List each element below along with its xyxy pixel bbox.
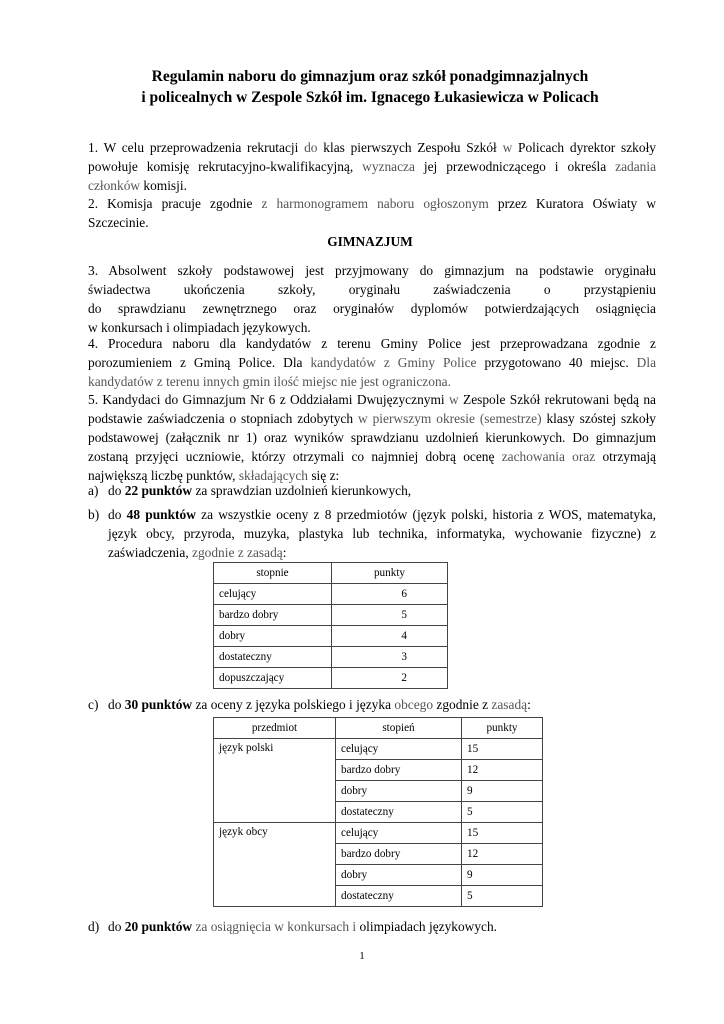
- item-b-text: za wszystkie oceny z 8 przedmiotów (język polski, historia z WOS, matematyka, język obcy, przyroda, muzyka, plastyka lub technika, informatyka, wychowanie fizyczne) z zaświadczenia,: [108, 507, 656, 560]
- list-item-b-text: [108, 505, 656, 562]
- table-cell: 5: [462, 802, 543, 823]
- p1-text-grey: do: [304, 140, 318, 155]
- table-cell: dobry: [336, 865, 462, 886]
- table-row: [214, 605, 448, 626]
- table-cell: dostateczny: [336, 802, 462, 823]
- item-d-text-grey: za osiągnięcia w konkursach i: [192, 919, 360, 934]
- item-d-text: olimpiadach językowych.: [359, 919, 498, 934]
- p1-text: jej przewodniczącego i określa: [414, 159, 616, 174]
- table-row: [214, 584, 448, 605]
- table-cell: 9: [462, 781, 543, 802]
- p1-text: Policach dyrektor szkoły powołuje komisję rekrutacyjno-kwalifikacyjną,: [88, 140, 656, 174]
- table-row: [214, 647, 448, 668]
- table-cell: 4: [332, 626, 448, 647]
- item-c-text: zgodnie z: [433, 697, 492, 712]
- p1-text-grey: w: [502, 140, 513, 155]
- paragraph-5: [88, 390, 656, 485]
- p3-line: 3. Absolwent szkoły podstawowej jest przyjmowany do gimnazjum na podstawie oryginału: [88, 263, 656, 278]
- item-c-text: do: [108, 697, 125, 712]
- list-item-c-text: [108, 695, 656, 714]
- table-cell: celujący: [336, 739, 462, 760]
- table-cell: 12: [462, 760, 543, 781]
- p5-text-grey: w: [358, 411, 368, 426]
- language-points-table: [213, 717, 543, 907]
- table-cell: dobry: [214, 626, 332, 647]
- table-cell: 12: [462, 844, 543, 865]
- list-marker: c): [88, 697, 99, 712]
- page-number: 1: [359, 950, 365, 962]
- item-a-text: do: [108, 483, 125, 498]
- item-b-text-grey: zgodnie z zasadą: [192, 545, 283, 560]
- table-header-cell: stopnie: [214, 563, 332, 584]
- paragraph-2: [88, 194, 656, 232]
- table-row: [214, 739, 543, 760]
- p3-line: świadectwa ukończenia szkoły, oryginału zaświadczenia o przystąpieniu: [88, 282, 656, 297]
- p5-text: się z:: [308, 468, 340, 483]
- item-b-text: do: [108, 507, 127, 522]
- table-cell: celujący: [214, 584, 332, 605]
- list-item-c: [88, 695, 656, 714]
- table-cell: dopuszczający: [214, 668, 332, 689]
- p1-text-grey: zadania członków: [88, 159, 657, 193]
- p4-text: przygotowano 40 miejsc.: [476, 355, 637, 370]
- table-header-cell: punkty: [332, 563, 448, 584]
- item-a-text: za sprawdzian uzdolnień kierunkowych,: [192, 483, 412, 498]
- paragraph-1: [88, 138, 656, 195]
- section-heading-gimnazjum: GIMNAZJUM: [327, 234, 413, 249]
- table-header-cell: punkty: [462, 718, 543, 739]
- p5-text-grey: pierwszym okresie (semestrze): [367, 411, 542, 426]
- paragraph-4: [88, 334, 656, 391]
- p4-text: 4. Procedura naboru dla kandydatów z terenu Gminy Police jest przeprowadzana zgodnie z porozumieniem z Gminą Police. Dla: [88, 336, 656, 370]
- p5-text: klasy szóstej szkoły podstawowej (załącznik nr 1) oraz wyników sprawdzianu uzdolnień kierunkowych. Do gimnazjum zostaną przyjęci uczniowie, którzy otrzymali co najmniej dobrą ocenę: [88, 411, 656, 464]
- p1-text: komisji.: [140, 178, 187, 193]
- p5-text-grey: składających: [238, 468, 308, 483]
- p5-text: 5. Kandydaci do Gimnazjum Nr 6 z Oddziałami Dwujęzycznymi: [88, 392, 449, 407]
- table-cell: dostateczny: [336, 886, 462, 907]
- table-cell: 5: [332, 605, 448, 626]
- list-marker: b): [88, 507, 100, 522]
- p5-text: Zespole Szkół rekrutowani będą na podstawie zaświadczenia o stopniach zdobytych: [88, 392, 656, 426]
- table-cell: 9: [462, 865, 543, 886]
- p4-text-grey: Dla kandydatów z terenu innych gmin ilość miejsc nie jest ograniczona.: [88, 355, 657, 389]
- list-marker: a): [88, 483, 99, 498]
- item-d-text: do: [108, 919, 125, 934]
- table-cell: dostateczny: [214, 647, 332, 668]
- subject-cell: język obcy: [214, 823, 336, 907]
- p1-text: 1. W celu przeprowadzenia rekrutacji: [88, 140, 305, 155]
- p2-text: przez Kuratora Oświaty w Szczecinie.: [88, 196, 656, 230]
- table-cell: celujący: [336, 823, 462, 844]
- p1-text: klas pierwszych Zespołu Szkół: [317, 140, 503, 155]
- table-cell: bardzo dobry: [336, 760, 462, 781]
- p5-text-grey: w: [448, 392, 459, 407]
- table-cell: 3: [332, 647, 448, 668]
- table-row: [214, 626, 448, 647]
- table-cell: dobry: [336, 781, 462, 802]
- table-header-row: [214, 718, 543, 739]
- list-item-a: [88, 481, 656, 500]
- p3-line: do sprawdzianu zewnętrznego oraz oryginałów dyplomów potwierdzających osiągnięcia: [88, 301, 656, 316]
- item-c-text: za oceny z języka polskiego i języka: [192, 697, 395, 712]
- item-c-text-grey: obcego: [394, 697, 434, 712]
- list-marker: d): [88, 919, 100, 934]
- subject-cell: język polski: [214, 739, 336, 823]
- paragraph-3: [88, 261, 656, 337]
- table-cell: 6: [332, 584, 448, 605]
- p2-text: 2. Komisja pracuje zgodnie: [88, 196, 262, 211]
- table-header-cell: przedmiot: [214, 718, 336, 739]
- item-d-points: 20 punktów: [124, 919, 193, 934]
- document-title: [60, 66, 680, 108]
- list-item-d: [88, 917, 656, 936]
- table-row: [214, 668, 448, 689]
- table-header-cell: stopień: [336, 718, 462, 739]
- table-cell: 5: [462, 886, 543, 907]
- table-cell: 15: [462, 739, 543, 760]
- p5-text-grey: zachowania oraz: [501, 449, 596, 464]
- title-line-2: i policealnych w Zespole Szkół im. Ignacego Łukasiewicza w Policach: [141, 89, 599, 106]
- item-c-text-grey: zasadą: [491, 697, 528, 712]
- item-a-points: 22 punktów: [124, 483, 193, 498]
- item-c-text: :: [527, 697, 531, 712]
- item-b-text: :: [282, 545, 287, 560]
- table-cell: 2: [332, 668, 448, 689]
- p5-text: otrzymają największą liczbę punktów,: [88, 449, 656, 483]
- list-item-b: [88, 505, 656, 560]
- grades-points-table: [213, 562, 448, 689]
- p1-text-grey: wyznacza: [362, 159, 415, 174]
- table-header-row: [214, 563, 448, 584]
- item-c-points: 30 punktów: [124, 697, 193, 712]
- table-cell: bardzo dobry: [336, 844, 462, 865]
- p2-text-grey: z harmonogramem naboru ogłoszonym: [261, 196, 489, 211]
- list-item-d-text: [108, 917, 656, 936]
- table-row: [214, 823, 543, 844]
- title-line-1: Regulamin naboru do gimnazjum oraz szkół ponadgimnazjalnych: [151, 68, 589, 85]
- p4-text-grey: kandydatów z Gminy Police: [310, 355, 477, 370]
- p3-line: w konkursach i olimpiadach językowych.: [88, 320, 311, 335]
- table-cell: bardzo dobry: [214, 605, 332, 626]
- table-cell: 15: [462, 823, 543, 844]
- list-item-a-text: [108, 481, 656, 500]
- item-b-points: 48 punktów: [126, 507, 196, 522]
